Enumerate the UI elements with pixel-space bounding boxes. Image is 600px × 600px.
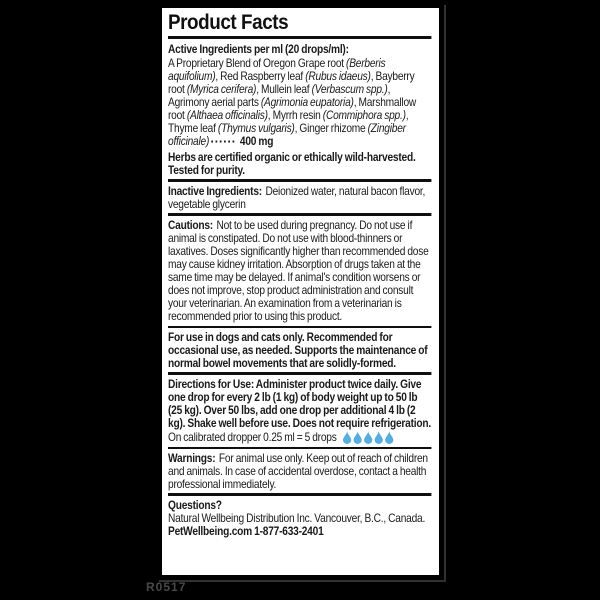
- warnings-heading: Warnings:: [168, 452, 216, 466]
- water-drop-icons: [343, 431, 394, 444]
- text-segment: (Thymus vulgaris): [217, 122, 295, 136]
- cautions-heading: Cautions:: [168, 218, 213, 232]
- label-title: Product Facts: [168, 10, 289, 34]
- section-divider: [168, 179, 431, 182]
- print-revision-code: R0517: [146, 580, 187, 594]
- section-divider: [168, 372, 431, 375]
- dropper-note-row: [168, 431, 431, 444]
- water-drop-icon: [374, 431, 383, 444]
- text-segment: , Agrimony aerial parts: [168, 82, 391, 109]
- text-segment: (Zingiber officinale): [168, 122, 406, 149]
- section-divider: [168, 493, 431, 496]
- cautions-text: [168, 219, 431, 324]
- water-drop-icon: [364, 431, 373, 444]
- text-segment: , Marshmallow root: [168, 95, 417, 122]
- directions-text: Directions for Use: Administer product twice daily. Give one drop for every 2 lb (1 kg) of body weight up to 50 lb (25 kg). Over 50 lbs, add one drop per additional 4 lb (2 kg). Shake well before use. Does not require refrigeration.: [168, 378, 431, 431]
- text-segment: , Mullein leaf: [256, 82, 312, 96]
- text-segment: , Ginger rhizome: [294, 122, 368, 136]
- text-segment: , Bayberry root: [168, 69, 415, 96]
- contact-line: PetWellbeing.com 1-877-633-2401: [168, 525, 324, 539]
- text-segment: , Thyme leaf: [168, 108, 409, 136]
- product-facts-label: [157, 3, 444, 580]
- text-segment: Not to be used during pregnancy. Do not use if animal is constipated. Do not use with blood-thinners or laxatives. Doses significantly higher than recommended dose may cause kidney irritation. Absorption of drugs taken at the same time may be delayed. If animal's condition worsens or does not improve, stop product administration and consult your veterinarian. An examination from a veterinarian is recommended prior to using this product.: [168, 218, 429, 324]
- inactive-ingredients-text: [168, 185, 431, 211]
- warnings-text: [168, 452, 431, 491]
- text-segment: A Proprietary Blend of Oregon Grape root: [168, 56, 347, 70]
- text-segment: (Verbascum spp.): [311, 82, 388, 96]
- herbs-certification-note: Herbs are certified organic or ethically wild-harvested. Tested for purity.: [168, 151, 416, 178]
- section-divider: [168, 213, 431, 216]
- company-address-line: Natural Wellbeing Distribution Inc. Vancouver, B.C., Canada.: [168, 512, 426, 526]
- questions-heading: Questions?: [168, 498, 222, 512]
- water-drop-icon: [343, 431, 352, 444]
- section-divider: [168, 447, 431, 450]
- text-segment: , Myrrh resin: [267, 108, 323, 122]
- text-segment: , Red Raspberry leaf: [215, 69, 306, 83]
- active-ingredients-heading: Active Ingredients per ml (20 drops/ml):: [168, 42, 349, 56]
- amount-value: 400 mg: [239, 135, 274, 149]
- water-drop-icon: [353, 431, 362, 444]
- inactive-ingredients-heading: Inactive Ingredients:: [168, 185, 262, 199]
- text-segment: (Commiphora spp.): [322, 108, 406, 122]
- water-drop-icon: [385, 431, 394, 444]
- dropper-note: On calibrated dropper 0.25 ml = 5 drops: [168, 431, 337, 445]
- section-divider: [168, 326, 431, 329]
- active-ingredients-text: [168, 57, 431, 149]
- text-segment: Deionized water, natural bacon flavor, vegetable glycerin: [168, 185, 426, 212]
- text-segment: (Berberis aquifolium): [168, 56, 386, 83]
- text-segment: (Rubus idaeus): [305, 69, 371, 83]
- label-content: [168, 11, 431, 538]
- usage-statement: For use in dogs and cats only. Recommended for occasional use, as needed. Supports the maintenance of normal bowel movements that are solidly-formed.: [168, 331, 428, 371]
- text-segment: (Myrica cerifera): [186, 82, 257, 96]
- leader-dots: ▪▪▪▪▪▪: [210, 137, 237, 147]
- text-segment: For animal use only. Keep out of reach of children and animals. In case of accidental overdose, contact a health professional immediately.: [168, 452, 428, 492]
- text-segment: (Agrimonia eupatoria): [260, 95, 354, 109]
- title-divider: [168, 36, 431, 39]
- text-segment: (Althaea officinalis): [186, 108, 268, 122]
